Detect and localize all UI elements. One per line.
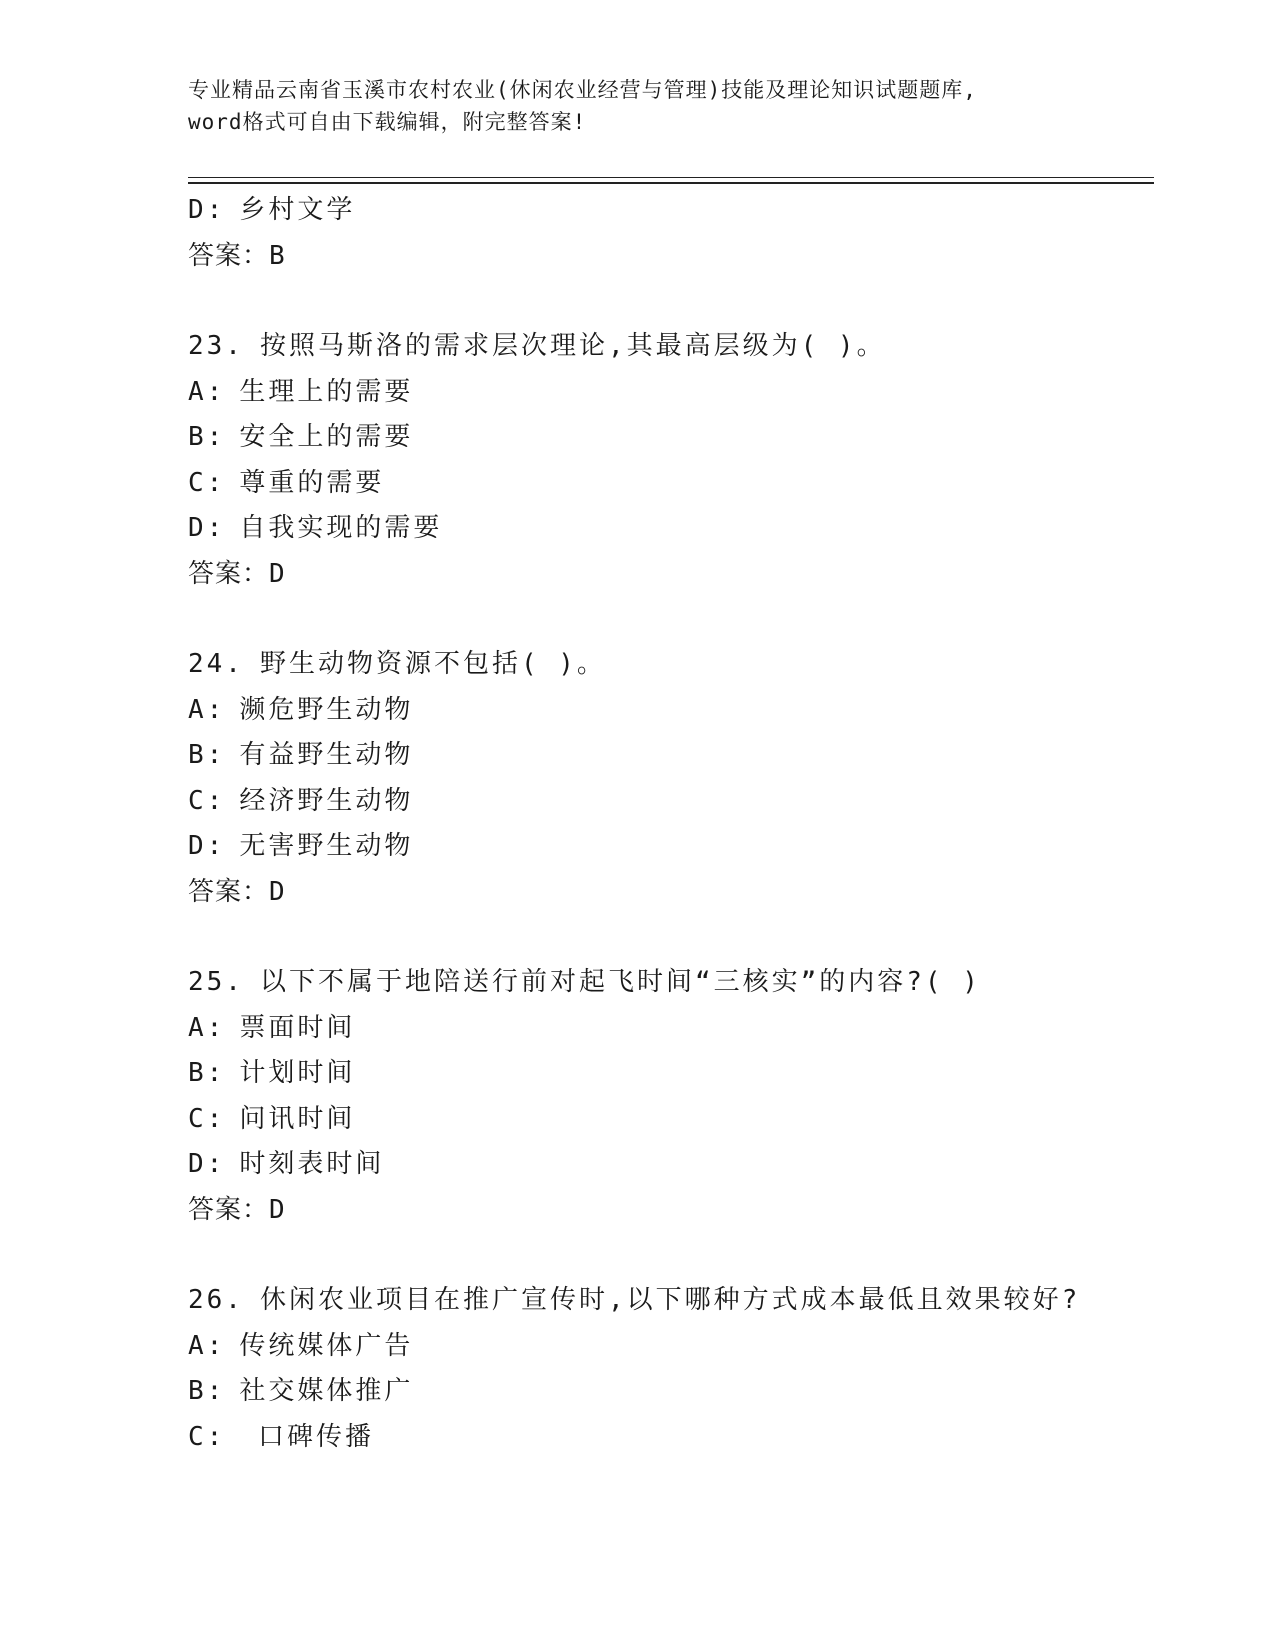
question-number: 25. (188, 967, 244, 997)
option-key: B: (188, 740, 226, 770)
option-key: B: (188, 1376, 226, 1406)
question-25 (188, 960, 1148, 1233)
question-stem (188, 960, 1148, 1006)
option-b (188, 1051, 1148, 1097)
option-key: C: (188, 467, 226, 498)
carryover-answer: 答案：B (188, 240, 286, 271)
option-d (188, 1142, 1148, 1188)
option-text: 传统媒体广告 (239, 1330, 414, 1361)
header-divider-thin (188, 177, 1154, 178)
option-key: D: (188, 831, 226, 861)
question-text: 休闲农业项目在推广宣传时,以下哪种方式成本最低且效果较好? (259, 1285, 1081, 1315)
option-c (188, 461, 1148, 507)
option-text: 票面时间 (239, 1012, 356, 1043)
option-b (188, 415, 1148, 461)
option-text: 经济野生动物 (239, 785, 414, 816)
option-key: C: (188, 785, 226, 816)
question-number: 26. (188, 1285, 244, 1315)
question-number: 24. (188, 649, 244, 679)
header-title-line-1: 专业精品云南省玉溪市农村农业(休闲农业经营与管理)技能及理论知识试题题库, (188, 78, 977, 102)
option-key: D: (188, 195, 226, 225)
document-header (188, 74, 1088, 138)
option-c (188, 1415, 1148, 1461)
option-key: A: (188, 376, 226, 407)
option-d (188, 824, 1148, 870)
option-a (188, 688, 1148, 734)
option-key: D: (188, 1149, 226, 1179)
option-key: B: (188, 1058, 226, 1088)
option-key: B: (188, 422, 226, 452)
option-b (188, 1369, 1148, 1415)
option-text: 无害野生动物 (239, 831, 414, 861)
question-list (188, 188, 1148, 1460)
option-a (188, 1006, 1148, 1052)
option-text: 计划时间 (239, 1058, 356, 1088)
option-key: A: (188, 1330, 226, 1361)
option-a (188, 1324, 1148, 1370)
question-stem (188, 324, 1148, 370)
option-text: 濒危野生动物 (239, 694, 414, 725)
option-c (188, 1097, 1148, 1143)
question-stem (188, 642, 1148, 688)
question-24 (188, 642, 1148, 915)
carryover-option-d (188, 188, 1148, 234)
option-text: 安全上的需要 (239, 422, 414, 452)
option-text: 自我实现的需要 (239, 513, 443, 543)
question-number: 23. (188, 331, 244, 361)
option-a (188, 370, 1148, 416)
option-key: D: (188, 513, 226, 543)
header-divider-thick (188, 182, 1154, 184)
question-text: 以下不属于地陪送行前对起飞时间“三核实”的内容?( ) (259, 967, 981, 997)
option-key: A: (188, 1012, 226, 1043)
option-text: 问讯时间 (239, 1103, 356, 1134)
header-title-line-2: word格式可自由下载编辑，附完整答案! (188, 110, 587, 134)
answer: 答案：D (188, 558, 286, 589)
answer: 答案：D (188, 876, 286, 907)
option-text: 时刻表时间 (239, 1149, 385, 1179)
question-text: 野生动物资源不包括( )。 (259, 649, 606, 679)
option-key: C: (188, 1103, 226, 1134)
option-text: 口碑传播 (239, 1421, 374, 1452)
question-23 (188, 324, 1148, 597)
option-text: 乡村文学 (239, 195, 356, 225)
option-c (188, 779, 1148, 825)
question-26 (188, 1278, 1148, 1460)
option-key: C: (188, 1421, 226, 1452)
answer: 答案：D (188, 1194, 286, 1225)
option-text: 有益野生动物 (239, 740, 414, 770)
option-b (188, 733, 1148, 779)
option-text: 社交媒体推广 (239, 1376, 414, 1406)
option-text: 生理上的需要 (239, 376, 414, 407)
option-d (188, 506, 1148, 552)
question-text: 按照马斯洛的需求层次理论,其最高层级为( )。 (259, 331, 886, 361)
option-key: A: (188, 694, 226, 725)
option-text: 尊重的需要 (239, 467, 385, 498)
question-stem (188, 1278, 1148, 1324)
